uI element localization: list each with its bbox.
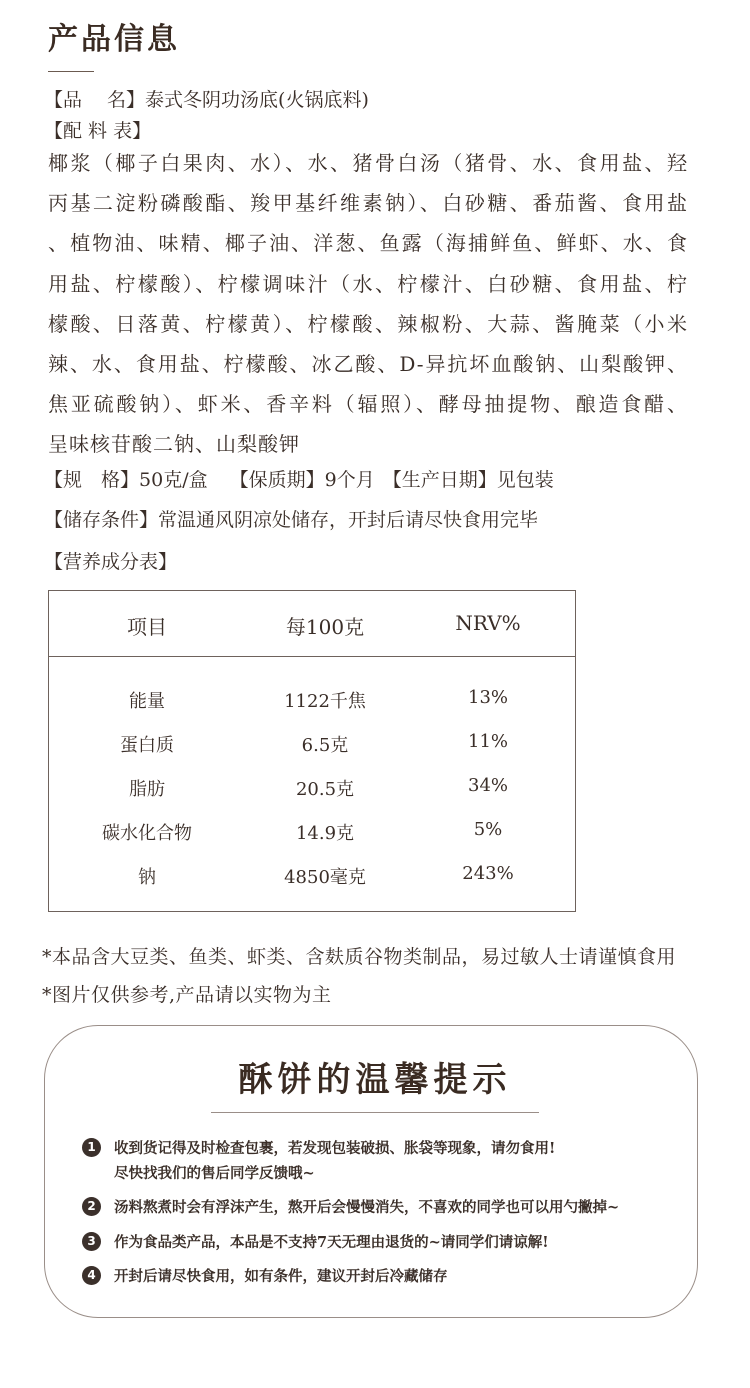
product-name-line	[44, 86, 369, 114]
ingredients-line: 用盐、柠檬酸）、柠檬调味汁（水、柠檬汁、白砂糖、食用盐、柠	[48, 271, 688, 296]
nutrient-name: 能量	[129, 691, 165, 712]
nutrient-nrv: 11%	[467, 731, 509, 752]
nutrient-nrv: 243%	[462, 863, 514, 884]
nutrition-label: 【营养成分表】	[44, 551, 178, 573]
ingredients-label: 【配 料 表】	[44, 120, 152, 142]
storage-line	[44, 506, 538, 534]
tip-text: 作为食品类产品，本品是不支持7天无理由退货的~请同学们请谅解!	[114, 1234, 549, 1251]
product-name-label: 【品 名】	[44, 89, 146, 111]
nutrient-nrv: 34%	[467, 775, 509, 796]
ingredients-line: 丙基二淀粉磷酸酯、羧甲基纤维素钠）、白砂糖、番茄酱、食用盐	[48, 191, 688, 216]
storage-label: 【储存条件】	[44, 509, 159, 531]
tips-title: 酥饼的温馨提示	[238, 1060, 512, 1100]
nutrient-amount: 20.5克	[295, 779, 355, 800]
nutrient-nrv: 13%	[467, 687, 509, 708]
spec-label: 【规 格】	[44, 469, 140, 491]
ingredients-text	[48, 143, 688, 465]
tip-text: 尽快找我们的售后同学反馈哦~	[114, 1165, 315, 1182]
nutrient-amount: 6.5克	[301, 735, 349, 756]
nutrient-name: 碳水化合物	[102, 823, 192, 844]
spec-line	[44, 466, 554, 494]
page-title: 产品信息	[48, 22, 180, 57]
tip-text: 汤料熬煮时会有浮沫产生，熬开后会慢慢消失，不喜欢的同学也可以用勺撇掉~	[114, 1199, 620, 1216]
title-divider	[48, 71, 94, 72]
product-name-value: 泰式冬阴功汤底(火锅底料)	[145, 89, 369, 111]
spec-value: 50克/盒	[139, 469, 208, 491]
nutrient-amount: 4850毫克	[284, 867, 366, 888]
nutrient-nrv: 5%	[473, 819, 503, 840]
ingredients-line: 、植物油、味精、椰子油、洋葱、鱼露（海捕鲜鱼、鲜虾、水、食	[48, 231, 688, 256]
allergen-note: *本品含大豆类、鱼类、虾类、含麸质谷物类制品，易过敏人士请谨慎食用	[42, 946, 677, 968]
production-date-label: 【生产日期】	[382, 469, 497, 491]
shelf-life-label: 【保质期】	[229, 469, 325, 491]
number-4-icon: 4	[82, 1266, 101, 1285]
nutrient-name: 脂肪	[129, 779, 165, 800]
shelf-life-value: 9个月	[324, 469, 375, 491]
nutrient-amount: 1122千焦	[284, 691, 366, 712]
number-1-icon: 1	[82, 1138, 101, 1157]
header-nrv: NRV%	[455, 611, 521, 635]
nutrition-header-row	[49, 591, 575, 657]
storage-value: 常温通风阴凉处储存，开封后请尽快食用完毕	[158, 509, 539, 531]
tip-text: 收到货记得及时检查包裹，若发现包装破损、胀袋等现象，请勿食用!	[114, 1140, 556, 1157]
image-disclaimer: *图片仅供参考,产品请以实物为主	[42, 984, 332, 1006]
tip-text: 开封后请尽快食用，如有条件，建议开封后冷藏储存	[114, 1268, 448, 1285]
header-item: 项目	[127, 615, 167, 639]
nutrient-name: 钠	[138, 867, 156, 888]
number-2-icon: 2	[82, 1197, 101, 1216]
ingredients-line: 呈味核苷酸二钠、山梨酸钾	[48, 432, 300, 457]
header-per-100g: 每100克	[285, 615, 365, 639]
production-date-value: 见包装	[496, 469, 554, 491]
nutrient-name: 蛋白质	[120, 735, 174, 756]
ingredients-line: 焦亚硫酸钠）、虾米、香辛料（辐照）、酵母抽提物、酿造食醋、	[48, 392, 688, 417]
number-3-icon: 3	[82, 1232, 101, 1251]
nutrition-table	[48, 590, 576, 912]
ingredients-line: 椰浆（椰子白果肉、水）、水、猪骨白汤（猪骨、水、食用盐、羟	[48, 151, 688, 175]
ingredients-line: 辣、水、食用盐、柠檬酸、冰乙酸、D-异抗坏血酸钠、山梨酸钾、	[48, 351, 688, 376]
ingredients-line: 檬酸、日落黄、柠檬黄）、柠檬酸、辣椒粉、大蒜、酱腌菜（小米	[48, 311, 688, 336]
nutrient-amount: 14.9克	[295, 823, 355, 844]
tips-divider	[211, 1112, 539, 1113]
